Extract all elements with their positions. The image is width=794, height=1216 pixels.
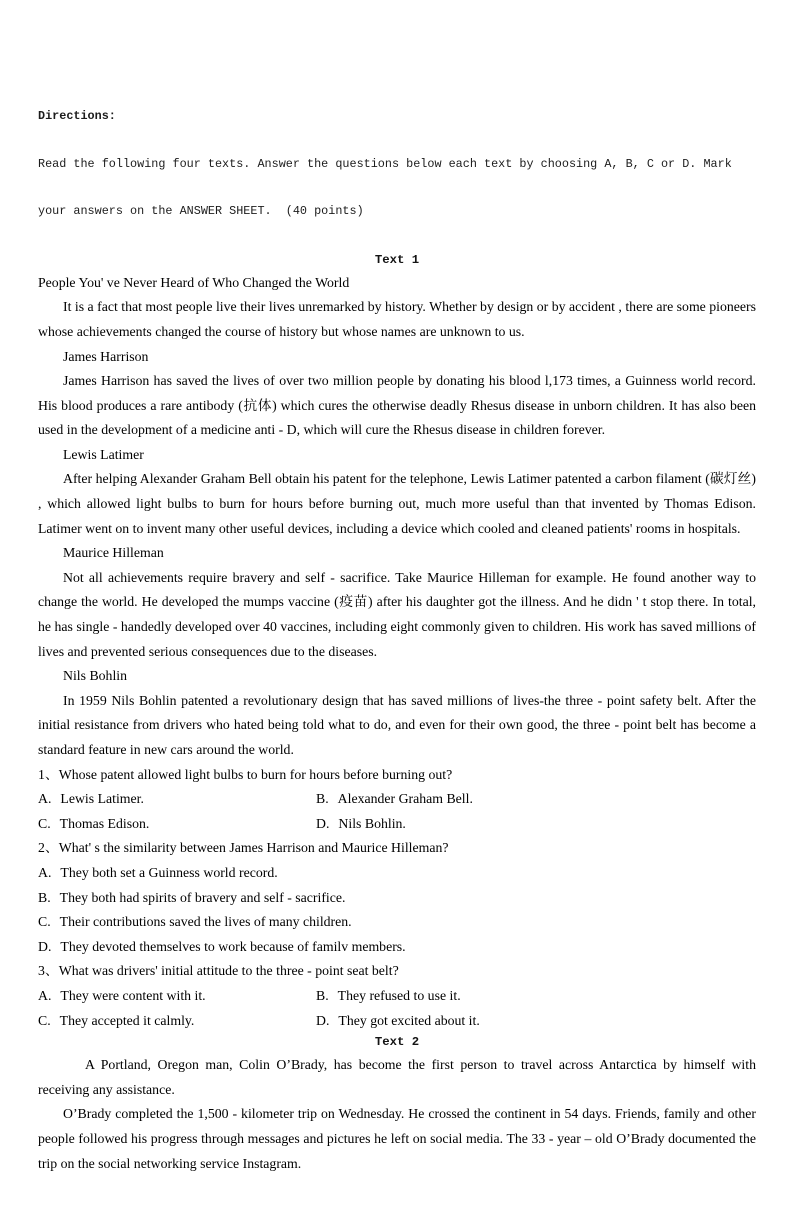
question-3-option-d bbox=[316, 1009, 756, 1034]
option-text: They accepted it calmly. bbox=[59, 1012, 195, 1028]
option-letter: C. bbox=[38, 1012, 51, 1028]
option-text: They both set a Guinness world record. bbox=[60, 864, 278, 880]
option-letter: C. bbox=[38, 815, 51, 831]
question-2-stem: 2、What' s the similarity between James Harrison and Maurice Hilleman? bbox=[38, 840, 449, 856]
option-text: They were content with it. bbox=[60, 987, 206, 1003]
option-letter: B. bbox=[316, 791, 329, 807]
question-3-stem: 3、What was drivers' initial attitude to the three - point seat belt? bbox=[38, 963, 399, 979]
option-text: They both had spirits of bravery and self - sacrifice. bbox=[59, 889, 346, 905]
option-text: Alexander Graham Bell. bbox=[337, 791, 473, 807]
question-1-stem: 1、Whose patent allowed light bulbs to burn for hours before burning out? bbox=[38, 766, 453, 782]
question-2-option-c bbox=[38, 910, 756, 935]
section-paragraph-james-harrison: James Harrison has saved the lives of over two million people by donating his blood l,173 times, a Guinness world record. His blood produces a rare antibody (抗体) which cures the otherwise deadly Rhesus disease in unborn children. It has also been used in the development of a medicine anti - D, which will cure the Rhesus disease in children forever. bbox=[38, 373, 756, 438]
option-letter: D. bbox=[316, 815, 330, 831]
question-3-option-c bbox=[38, 1009, 316, 1034]
option-letter: B. bbox=[38, 889, 51, 905]
directions-line: Read the following four texts. Answer the questions below each text by choosing A, B, C or D. Mark bbox=[38, 156, 732, 171]
question-1-option-a bbox=[38, 787, 316, 812]
question-3-option-a bbox=[38, 984, 316, 1009]
directions-line: your answers on the ANSWER SHEET. (40 points) bbox=[38, 203, 364, 218]
section-subhead-nils-bohlin: Nils Bohlin bbox=[63, 668, 128, 684]
question-1-options bbox=[38, 787, 756, 836]
option-letter: D. bbox=[316, 1012, 330, 1028]
question-1-option-c bbox=[38, 812, 316, 837]
option-text: Thomas Edison. bbox=[59, 815, 150, 831]
text2-heading: Text 2 bbox=[374, 1035, 420, 1050]
option-letter: A. bbox=[38, 791, 52, 807]
question-3-option-b bbox=[316, 984, 756, 1009]
question-3-options bbox=[38, 984, 756, 1033]
option-letter: C. bbox=[38, 914, 51, 930]
option-text: They devoted themselves to work because of familv members. bbox=[60, 938, 406, 954]
option-letter: B. bbox=[316, 987, 329, 1003]
question-1-option-b bbox=[316, 787, 756, 812]
option-text: Nils Bohlin. bbox=[338, 815, 406, 831]
directions-heading: Directions: bbox=[38, 109, 116, 124]
passage1-title: People You' ve Never Heard of Who Changed the World bbox=[38, 274, 350, 290]
question-2-option-d bbox=[38, 935, 756, 960]
passage2-paragraph-2: O’Brady completed the 1,500 - kilometer trip on Wednesday. He crossed the continent in 54 days. Friends, family and other people followed his progress through messages and pictures he left on social media. The 33 - year – old O’Brady documented the trip on the social networking service Instagram. bbox=[38, 1106, 756, 1171]
section-paragraph-maurice-hilleman: Not all achievements require bravery and self - sacrifice. Take Maurice Hilleman for example. He found another way to change the world. He developed the mumps vaccine (疫苗) after his daughter got the illness. And he didn ' t stop there. In total, he has single - handedly developed over 40 vaccines, including eight commonly given to children. His work has saved millions of lives and prevented serious consequences due to the diseases. bbox=[38, 569, 756, 659]
section-paragraph-nils-bohlin: In 1959 Nils Bohlin patented a revolutionary design that has saved millions of lives-the three - point safety belt. After the initial resistance from drivers who hated being told what to do, and even for their own good, the three - point belt has become a standard feature in new cars around the world. bbox=[38, 692, 756, 758]
text1-heading: Text 1 bbox=[374, 252, 420, 267]
text1-body bbox=[38, 271, 756, 1033]
question-2-options bbox=[38, 861, 756, 959]
option-text: They refused to use it. bbox=[337, 987, 461, 1003]
option-letter: A. bbox=[38, 864, 52, 880]
section-paragraph-lewis-latimer: After helping Alexander Graham Bell obtain his patent for the telephone, Lewis Latimer patented a carbon filament (碳灯丝) , which allowed light bulbs to burn for hours before burning out, much more useful than that invented by Thomas Edison. Latimer went on to invent many other useful devices, including a device which cooled and cleaned patients' rooms in hospitals. bbox=[38, 471, 756, 536]
option-text: They got excited about it. bbox=[338, 1012, 480, 1028]
directions-block bbox=[38, 78, 756, 251]
option-text: Lewis Latimer. bbox=[60, 791, 144, 807]
option-letter: A. bbox=[38, 987, 52, 1003]
text2-body bbox=[38, 1053, 756, 1176]
section-subhead-maurice-hilleman: Maurice Hilleman bbox=[63, 545, 164, 561]
question-2-option-a bbox=[38, 861, 756, 886]
question-2-option-b bbox=[38, 886, 756, 911]
section-subhead-lewis-latimer: Lewis Latimer bbox=[63, 446, 144, 462]
question-1-option-d bbox=[316, 812, 756, 837]
passage1-intro: It is a fact that most people live their lives unremarked by history. Whether by design or by accident , there are some pioneers whose achievements changed the course of history but whose names are unknown to us. bbox=[38, 299, 756, 339]
option-text: Their contributions saved the lives of many children. bbox=[59, 914, 352, 930]
option-letter: D. bbox=[38, 938, 52, 954]
section-subhead-james-harrison: James Harrison bbox=[63, 348, 149, 364]
passage2-paragraph-1: A Portland, Oregon man, Colin O’Brady, has become the first person to travel across Antarctica by himself with receiving any assistance. bbox=[38, 1057, 756, 1097]
